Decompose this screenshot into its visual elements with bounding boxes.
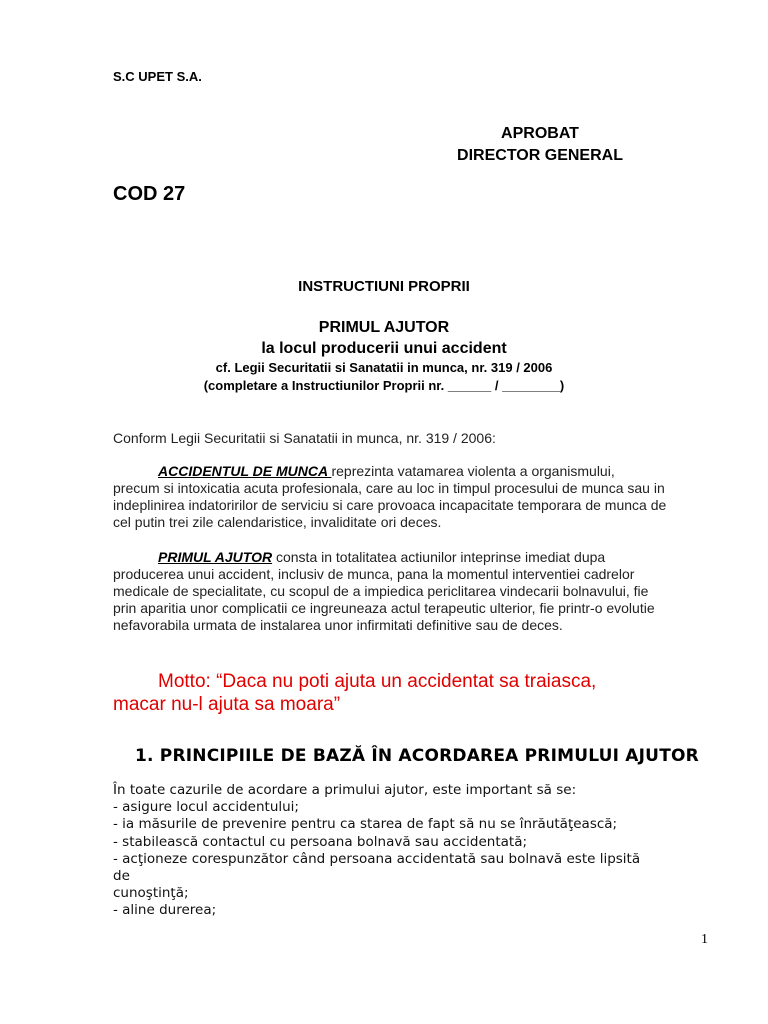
definition-term: PRIMUL AJUTOR	[158, 549, 273, 565]
doc-title: INSTRUCTIUNI PROPRII	[298, 278, 470, 295]
definition-term: ACCIDENTUL DE MUNCA	[158, 463, 332, 479]
list-item: - asigure locul accidentului;	[113, 799, 299, 816]
definition-text: cel putin trei zile calendaristice, invaliditate ori deces.	[113, 514, 442, 530]
doc-subtitle: PRIMUL AJUTOR	[318, 319, 450, 336]
definition-text: producerea unui accident, inclusiv de munca, pana la momentul interventiei cadrelor	[113, 566, 635, 582]
list-item: de	[113, 868, 130, 885]
completion-reference: (completare a Instructiunilor Proprii nr. ______ / ________)	[203, 378, 565, 393]
definition-accident	[113, 463, 713, 531]
list-item: - aline durerea;	[113, 902, 217, 919]
list-item: - stabilească contactul cu persoana bolnavă sau accidentată;	[113, 833, 528, 850]
definition-text: medicale de specialitate, cu scopul de a impiedica periclitarea vindecarii bolnavului, fie	[113, 583, 649, 599]
list-item: cunoştinţă;	[113, 885, 189, 902]
company-name: S.C UPET S.A.	[113, 69, 202, 84]
approval-signatory: DIRECTOR GENERAL	[457, 147, 623, 164]
motto-line: Motto: “Daca nu poti ajuta un accidentat sa traiasca,	[158, 671, 597, 692]
definition-text: reprezinta vatamarea violenta a organismului,	[331, 463, 615, 479]
definition-text: nefavorabila urmata de instalarea unor infirmitati definitive sau de deces.	[113, 617, 563, 633]
approval-label: APROBAT	[501, 125, 579, 142]
definition-text: indeplinirea indatoririlor de serviciu si care provoaca incapacitate temporara de munca de	[113, 497, 667, 513]
document-code: COD 27	[113, 183, 186, 205]
page-number: 1	[701, 932, 708, 947]
legal-reference: cf. Legii Securitatii si Sanatatii in munca, nr. 319 / 2006	[215, 360, 553, 375]
approval-block	[440, 123, 640, 167]
motto	[113, 670, 596, 716]
definition-text: consta in totalitatea actiunilor inteprinse imediat dupa	[272, 549, 606, 565]
list-item: În toate cazurile de acordare a primului ajutor, este important să se:	[113, 782, 577, 798]
list-item: - acţioneze corespunzător când persoana accidentată sau bolnavă este lipsită	[113, 850, 641, 867]
motto-line: macar nu-l ajuta sa moara”	[113, 694, 341, 715]
principles-list	[113, 782, 640, 920]
section-heading: 1. PRINCIPIILE DE BAZĂ ÎN ACORDAREA PRIMULUI AJUTOR	[135, 746, 699, 766]
definition-text: precum si intoxicatia acuta profesionala, care au loc in timpul procesului de munca sau in	[113, 480, 665, 496]
doc-subtitle-location: la locul producerii unui accident	[261, 340, 507, 357]
list-item: - ia măsurile de prevenire pentru ca starea de fapt să nu se înrăutăţească;	[113, 816, 618, 833]
definition-text: prin aparitia unor complicatii ce ingreuneaza actul terapeutic ulterior, fie printr-o evolutie	[113, 600, 655, 616]
intro-paragraph: Conform Legii Securitatii si Sanatatii in munca, nr. 319 / 2006:	[113, 430, 496, 446]
definition-first-aid	[113, 549, 713, 634]
